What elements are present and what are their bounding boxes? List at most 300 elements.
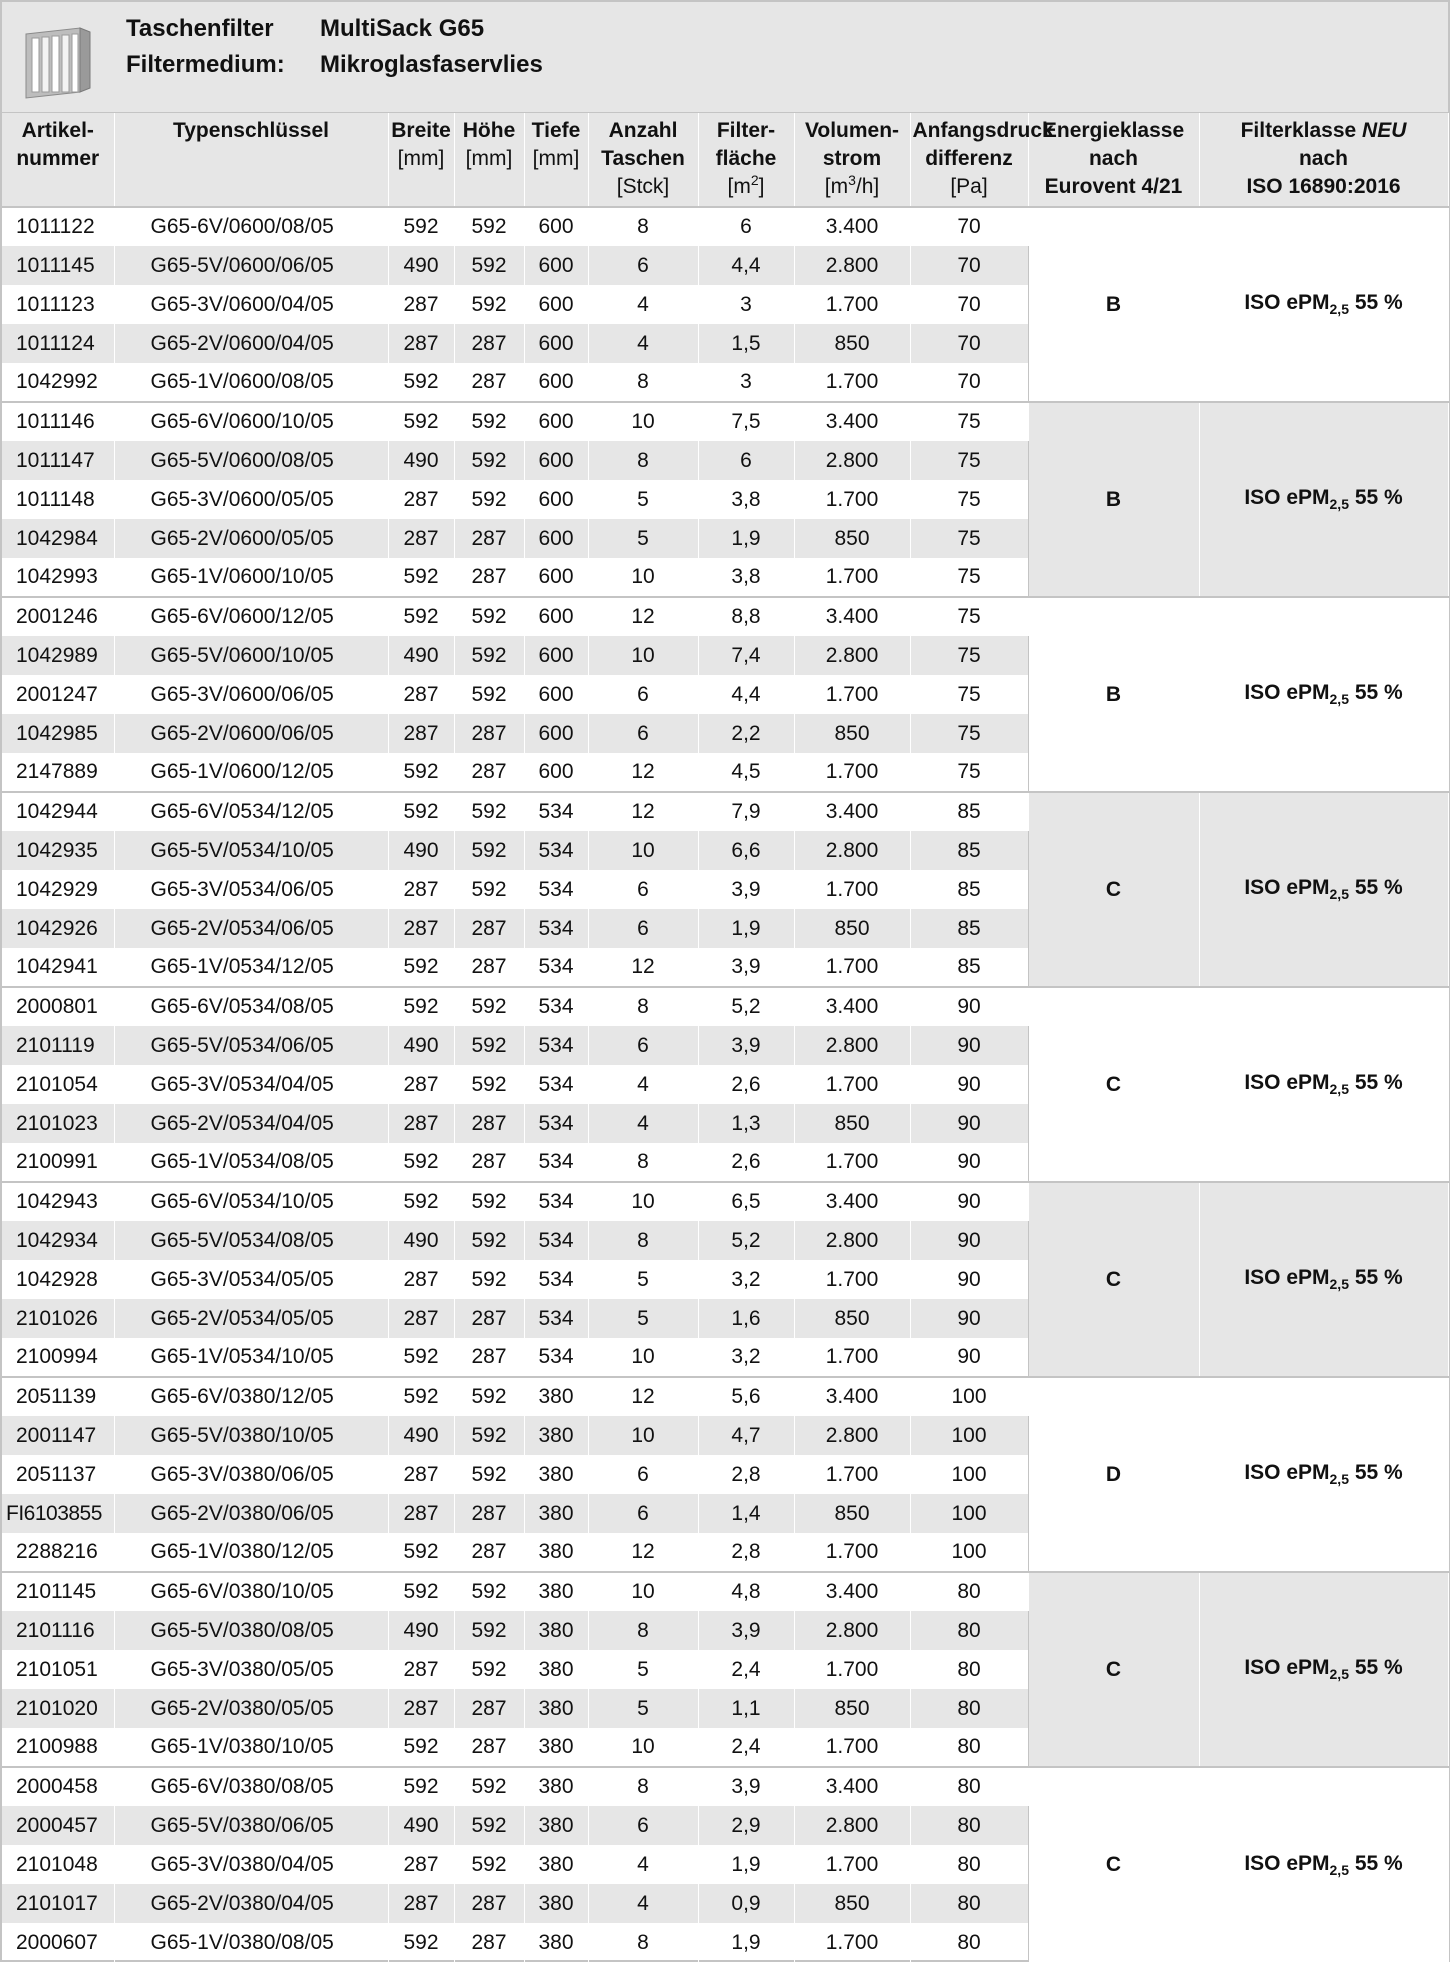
energy-class-cell: C	[1028, 1572, 1199, 1767]
cell-filterflaeche: 1,4	[698, 1494, 794, 1533]
cell-artikelnummer: 1042985	[2, 714, 114, 753]
cell-artikelnummer: 2001247	[2, 675, 114, 714]
cell-volumenstrom: 1.700	[794, 675, 910, 714]
cell-volumenstrom: 2.800	[794, 831, 910, 870]
cell-typenschluessel: G65-3V/0534/04/05	[114, 1065, 388, 1104]
cell-anzahl-taschen: 12	[588, 948, 698, 987]
cell-volumenstrom: 1.700	[794, 558, 910, 597]
cell-anzahl-taschen: 4	[588, 324, 698, 363]
cell-hoehe: 592	[454, 1611, 524, 1650]
cell-artikelnummer: 2001147	[2, 1416, 114, 1455]
cell-volumenstrom: 1.700	[794, 363, 910, 402]
cell-volumenstrom: 3.400	[794, 207, 910, 246]
cell-breite: 287	[388, 285, 454, 324]
cell-volumenstrom: 2.800	[794, 1416, 910, 1455]
cell-hoehe: 592	[454, 480, 524, 519]
cell-anzahl-taschen: 8	[588, 1767, 698, 1806]
cell-anfangsdruck: 75	[910, 441, 1028, 480]
cell-volumenstrom: 1.700	[794, 1845, 910, 1884]
cell-volumenstrom: 2.800	[794, 441, 910, 480]
cell-filterflaeche: 2,8	[698, 1455, 794, 1494]
cell-filterflaeche: 4,5	[698, 753, 794, 792]
cell-anzahl-taschen: 6	[588, 870, 698, 909]
cell-volumenstrom: 1.700	[794, 1533, 910, 1572]
cell-artikelnummer: 2001246	[2, 597, 114, 636]
cell-anzahl-taschen: 10	[588, 636, 698, 675]
cell-typenschluessel: G65-6V/0600/08/05	[114, 207, 388, 246]
cell-anzahl-taschen: 4	[588, 285, 698, 324]
cell-anzahl-taschen: 10	[588, 1182, 698, 1221]
cell-volumenstrom: 2.800	[794, 1221, 910, 1260]
cell-typenschluessel: G65-6V/0600/10/05	[114, 402, 388, 441]
cell-breite: 287	[388, 1689, 454, 1728]
cell-hoehe: 287	[454, 1728, 524, 1767]
cell-tiefe: 380	[524, 1767, 588, 1806]
cell-breite: 287	[388, 519, 454, 558]
cell-breite: 287	[388, 870, 454, 909]
cell-typenschluessel: G65-3V/0380/04/05	[114, 1845, 388, 1884]
cell-breite: 592	[388, 753, 454, 792]
energy-class-cell: B	[1028, 207, 1199, 402]
cell-breite: 490	[388, 1806, 454, 1845]
energy-class-cell: C	[1028, 1182, 1199, 1377]
cell-typenschluessel: G65-2V/0380/05/05	[114, 1689, 388, 1728]
cell-filterflaeche: 1,6	[698, 1299, 794, 1338]
energy-class-cell: C	[1028, 987, 1199, 1182]
cell-artikelnummer: 1042926	[2, 909, 114, 948]
cell-artikelnummer: 2000607	[2, 1923, 114, 1962]
cell-breite: 592	[388, 1572, 454, 1611]
cell-volumenstrom: 1.700	[794, 480, 910, 519]
cell-volumenstrom: 3.400	[794, 1377, 910, 1416]
cell-filterflaeche: 3	[698, 363, 794, 402]
cell-filterflaeche: 3,9	[698, 948, 794, 987]
cell-anfangsdruck: 90	[910, 1104, 1028, 1143]
cell-hoehe: 592	[454, 207, 524, 246]
cell-volumenstrom: 3.400	[794, 1182, 910, 1221]
cell-hoehe: 592	[454, 1455, 524, 1494]
cell-hoehe: 287	[454, 1494, 524, 1533]
cell-anfangsdruck: 100	[910, 1494, 1028, 1533]
cell-breite: 490	[388, 1221, 454, 1260]
cell-anzahl-taschen: 5	[588, 519, 698, 558]
cell-breite: 287	[388, 480, 454, 519]
cell-tiefe: 534	[524, 870, 588, 909]
cell-breite: 490	[388, 636, 454, 675]
cell-tiefe: 600	[524, 597, 588, 636]
cell-anfangsdruck: 80	[910, 1572, 1028, 1611]
filter-class-cell: ISO ePM$_{2,5}$ 55 %	[1199, 1182, 1448, 1377]
cell-hoehe: 592	[454, 1182, 524, 1221]
cell-volumenstrom: 3.400	[794, 987, 910, 1026]
cell-breite: 287	[388, 909, 454, 948]
cell-typenschluessel: G65-2V/0600/04/05	[114, 324, 388, 363]
cell-filterflaeche: 1,3	[698, 1104, 794, 1143]
cell-artikelnummer: 1042934	[2, 1221, 114, 1260]
cell-hoehe: 287	[454, 519, 524, 558]
cell-volumenstrom: 1.700	[794, 753, 910, 792]
cell-anzahl-taschen: 10	[588, 831, 698, 870]
cell-anfangsdruck: 90	[910, 1221, 1028, 1260]
cell-anzahl-taschen: 10	[588, 402, 698, 441]
cell-artikelnummer: 2100988	[2, 1728, 114, 1767]
energy-class-cell: C	[1028, 792, 1199, 987]
cell-typenschluessel: G65-2V/0534/06/05	[114, 909, 388, 948]
cell-anzahl-taschen: 8	[588, 441, 698, 480]
cell-tiefe: 600	[524, 324, 588, 363]
filter-class-cell: ISO ePM$_{2,5}$ 55 %	[1199, 1767, 1448, 1962]
cell-artikelnummer: 1042993	[2, 558, 114, 597]
cell-hoehe: 592	[454, 987, 524, 1026]
cell-artikelnummer: 1042992	[2, 363, 114, 402]
cell-anfangsdruck: 70	[910, 246, 1028, 285]
cell-typenschluessel: G65-1V/0534/08/05	[114, 1143, 388, 1182]
table-row	[2, 207, 1448, 246]
cell-artikelnummer: 1042941	[2, 948, 114, 987]
cell-tiefe: 534	[524, 948, 588, 987]
col-header-filterflaeche: Filter- fläche $[m^2]$	[698, 113, 794, 207]
cell-tiefe: 600	[524, 714, 588, 753]
cell-breite: 490	[388, 441, 454, 480]
cell-tiefe: 380	[524, 1845, 588, 1884]
cell-anzahl-taschen: 6	[588, 1026, 698, 1065]
cell-breite: 592	[388, 1728, 454, 1767]
cell-anfangsdruck: 75	[910, 402, 1028, 441]
cell-tiefe: 534	[524, 1104, 588, 1143]
cell-anfangsdruck: 80	[910, 1650, 1028, 1689]
table-header-row	[2, 113, 1448, 207]
cell-filterflaeche: 5,6	[698, 1377, 794, 1416]
cell-volumenstrom: 850	[794, 1884, 910, 1923]
cell-filterflaeche: 3,8	[698, 480, 794, 519]
cell-artikelnummer: 2051139	[2, 1377, 114, 1416]
cell-hoehe: 592	[454, 1767, 524, 1806]
cell-anzahl-taschen: 12	[588, 753, 698, 792]
cell-typenschluessel: G65-5V/0600/10/05	[114, 636, 388, 675]
col-header-anfangsdruckdifferenz: Anfangsdruck differenz [Pa]	[910, 113, 1028, 207]
energy-class-cell: B	[1028, 597, 1199, 792]
cell-anfangsdruck: 90	[910, 1299, 1028, 1338]
cell-volumenstrom: 2.800	[794, 1026, 910, 1065]
cell-hoehe: 287	[454, 714, 524, 753]
cell-hoehe: 592	[454, 870, 524, 909]
cell-volumenstrom: 1.700	[794, 285, 910, 324]
cell-tiefe: 534	[524, 1182, 588, 1221]
cell-anfangsdruck: 80	[910, 1845, 1028, 1884]
cell-filterflaeche: 6,5	[698, 1182, 794, 1221]
cell-typenschluessel: G65-5V/0600/08/05	[114, 441, 388, 480]
cell-anfangsdruck: 75	[910, 714, 1028, 753]
cell-volumenstrom: 850	[794, 519, 910, 558]
cell-artikelnummer: 1042984	[2, 519, 114, 558]
cell-filterflaeche: 7,4	[698, 636, 794, 675]
cell-typenschluessel: G65-5V/0534/10/05	[114, 831, 388, 870]
cell-anzahl-taschen: 6	[588, 246, 698, 285]
cell-typenschluessel: G65-5V/0600/06/05	[114, 246, 388, 285]
cell-anfangsdruck: 80	[910, 1767, 1028, 1806]
cell-breite: 592	[388, 1143, 454, 1182]
col-header-energieklasse: Energieklasse nach Eurovent 4/21	[1028, 113, 1199, 207]
cell-hoehe: 592	[454, 441, 524, 480]
cell-filterflaeche: 3,9	[698, 870, 794, 909]
cell-tiefe: 600	[524, 285, 588, 324]
cell-breite: 287	[388, 324, 454, 363]
cell-volumenstrom: 3.400	[794, 1767, 910, 1806]
cell-volumenstrom: 850	[794, 1104, 910, 1143]
cell-hoehe: 287	[454, 1884, 524, 1923]
table-row	[2, 987, 1448, 1026]
cell-volumenstrom: 2.800	[794, 636, 910, 675]
cell-breite: 287	[388, 1260, 454, 1299]
cell-artikelnummer: 1011122	[2, 207, 114, 246]
cell-hoehe: 592	[454, 1260, 524, 1299]
cell-tiefe: 534	[524, 1026, 588, 1065]
cell-hoehe: 287	[454, 753, 524, 792]
cell-tiefe: 380	[524, 1416, 588, 1455]
cell-tiefe: 534	[524, 792, 588, 831]
cell-volumenstrom: 850	[794, 909, 910, 948]
cell-breite: 287	[388, 1884, 454, 1923]
cell-filterflaeche: 4,4	[698, 675, 794, 714]
cell-typenschluessel: G65-3V/0380/06/05	[114, 1455, 388, 1494]
cell-breite: 490	[388, 246, 454, 285]
table-row	[2, 1572, 1448, 1611]
cell-volumenstrom: 1.700	[794, 1650, 910, 1689]
cell-hoehe: 592	[454, 1026, 524, 1065]
cell-typenschluessel: G65-5V/0380/06/05	[114, 1806, 388, 1845]
cell-anzahl-taschen: 4	[588, 1104, 698, 1143]
cell-tiefe: 380	[524, 1572, 588, 1611]
cell-anfangsdruck: 100	[910, 1416, 1028, 1455]
cell-artikelnummer: 2000458	[2, 1767, 114, 1806]
cell-volumenstrom: 1.700	[794, 1065, 910, 1104]
cell-typenschluessel: G65-3V/0600/05/05	[114, 480, 388, 519]
cell-artikelnummer: 2051137	[2, 1455, 114, 1494]
cell-breite: 592	[388, 1533, 454, 1572]
cell-hoehe: 287	[454, 324, 524, 363]
title-label-product: Taschenfilter	[126, 15, 274, 42]
cell-anzahl-taschen: 5	[588, 1299, 698, 1338]
cell-artikelnummer: 1011147	[2, 441, 114, 480]
cell-artikelnummer: 2101048	[2, 1845, 114, 1884]
cell-volumenstrom: 3.400	[794, 1572, 910, 1611]
cell-typenschluessel: G65-5V/0534/06/05	[114, 1026, 388, 1065]
cell-anfangsdruck: 85	[910, 909, 1028, 948]
table-row	[2, 1767, 1448, 1806]
filter-class-cell: ISO ePM$_{2,5}$ 55 %	[1199, 1572, 1448, 1767]
cell-hoehe: 287	[454, 558, 524, 597]
cell-breite: 287	[388, 675, 454, 714]
cell-anfangsdruck: 75	[910, 519, 1028, 558]
cell-tiefe: 380	[524, 1884, 588, 1923]
cell-artikelnummer: 1042928	[2, 1260, 114, 1299]
cell-artikelnummer: 2101017	[2, 1884, 114, 1923]
cell-artikelnummer: 2288216	[2, 1533, 114, 1572]
cell-hoehe: 592	[454, 285, 524, 324]
cell-typenschluessel: G65-6V/0380/12/05	[114, 1377, 388, 1416]
cell-hoehe: 592	[454, 1416, 524, 1455]
cell-hoehe: 592	[454, 675, 524, 714]
cell-typenschluessel: G65-6V/0534/08/05	[114, 987, 388, 1026]
cell-filterflaeche: 3,2	[698, 1338, 794, 1377]
cell-breite: 592	[388, 1182, 454, 1221]
cell-breite: 592	[388, 558, 454, 597]
cell-volumenstrom: 1.700	[794, 1260, 910, 1299]
cell-anzahl-taschen: 8	[588, 987, 698, 1026]
cell-breite: 287	[388, 1455, 454, 1494]
cell-filterflaeche: 3,9	[698, 1611, 794, 1650]
cell-anzahl-taschen: 4	[588, 1884, 698, 1923]
cell-filterflaeche: 6,6	[698, 831, 794, 870]
cell-hoehe: 592	[454, 792, 524, 831]
cell-filterflaeche: 3,9	[698, 1767, 794, 1806]
cell-breite: 490	[388, 831, 454, 870]
cell-volumenstrom: 1.700	[794, 1143, 910, 1182]
title-value-product: MultiSack G65	[320, 15, 485, 42]
cell-hoehe: 592	[454, 1065, 524, 1104]
cell-hoehe: 592	[454, 636, 524, 675]
cell-breite: 490	[388, 1416, 454, 1455]
col-header-typenschluessel: Typenschlüssel	[114, 113, 388, 207]
cell-tiefe: 534	[524, 1065, 588, 1104]
title-label-medium: Filtermedium:	[126, 51, 285, 78]
cell-filterflaeche: 2,6	[698, 1065, 794, 1104]
cell-tiefe: 600	[524, 519, 588, 558]
cell-typenschluessel: G65-3V/0600/06/05	[114, 675, 388, 714]
cell-typenschluessel: G65-2V/0380/04/05	[114, 1884, 388, 1923]
cell-tiefe: 600	[524, 480, 588, 519]
cell-tiefe: 534	[524, 831, 588, 870]
cell-filterflaeche: 6	[698, 207, 794, 246]
cell-breite: 287	[388, 1845, 454, 1884]
cell-tiefe: 600	[524, 441, 588, 480]
cell-anzahl-taschen: 5	[588, 1689, 698, 1728]
cell-hoehe: 592	[454, 1806, 524, 1845]
cell-filterflaeche: 6	[698, 441, 794, 480]
cell-breite: 592	[388, 792, 454, 831]
cell-filterflaeche: 0,9	[698, 1884, 794, 1923]
cell-anfangsdruck: 80	[910, 1689, 1028, 1728]
cell-artikelnummer: 2101145	[2, 1572, 114, 1611]
cell-filterflaeche: 3,8	[698, 558, 794, 597]
cell-breite: 287	[388, 1065, 454, 1104]
cell-hoehe: 287	[454, 948, 524, 987]
col-header-tiefe: Tiefe [mm]	[524, 113, 588, 207]
cell-typenschluessel: G65-2V/0600/06/05	[114, 714, 388, 753]
cell-typenschluessel: G65-2V/0380/06/05	[114, 1494, 388, 1533]
cell-tiefe: 600	[524, 753, 588, 792]
cell-anzahl-taschen: 6	[588, 909, 698, 948]
cell-filterflaeche: 4,7	[698, 1416, 794, 1455]
cell-artikelnummer: 1042929	[2, 870, 114, 909]
cell-volumenstrom: 2.800	[794, 246, 910, 285]
cell-anzahl-taschen: 8	[588, 1221, 698, 1260]
cell-anfangsdruck: 80	[910, 1806, 1028, 1845]
cell-tiefe: 534	[524, 987, 588, 1026]
cell-typenschluessel: G65-1V/0380/12/05	[114, 1533, 388, 1572]
cell-breite: 490	[388, 1026, 454, 1065]
cell-anfangsdruck: 100	[910, 1377, 1028, 1416]
cell-filterflaeche: 1,9	[698, 909, 794, 948]
energy-class-cell: B	[1028, 402, 1199, 597]
cell-anfangsdruck: 70	[910, 285, 1028, 324]
table-body	[2, 207, 1448, 1962]
cell-volumenstrom: 850	[794, 714, 910, 753]
cell-tiefe: 534	[524, 1299, 588, 1338]
cell-hoehe: 592	[454, 831, 524, 870]
cell-filterflaeche: 2,4	[698, 1650, 794, 1689]
cell-tiefe: 600	[524, 675, 588, 714]
cell-artikelnummer: 1042944	[2, 792, 114, 831]
cell-artikelnummer: 2101023	[2, 1104, 114, 1143]
cell-artikelnummer: 2101054	[2, 1065, 114, 1104]
cell-artikelnummer: 2000457	[2, 1806, 114, 1845]
energy-class-cell: D	[1028, 1377, 1199, 1572]
cell-hoehe: 287	[454, 363, 524, 402]
cell-volumenstrom: 1.700	[794, 1728, 910, 1767]
cell-volumenstrom: 850	[794, 324, 910, 363]
cell-hoehe: 592	[454, 1221, 524, 1260]
cell-anfangsdruck: 90	[910, 987, 1028, 1026]
cell-anfangsdruck: 75	[910, 558, 1028, 597]
cell-volumenstrom: 1.700	[794, 1923, 910, 1962]
cell-hoehe: 287	[454, 909, 524, 948]
cell-anzahl-taschen: 12	[588, 792, 698, 831]
cell-hoehe: 592	[454, 597, 524, 636]
cell-tiefe: 600	[524, 246, 588, 285]
cell-breite: 592	[388, 402, 454, 441]
cell-filterflaeche: 3,9	[698, 1026, 794, 1065]
col-header-volumenstrom: Volumen- strom $[m^3/h]$	[794, 113, 910, 207]
cell-tiefe: 380	[524, 1494, 588, 1533]
cell-filterflaeche: 5,2	[698, 987, 794, 1026]
cell-tiefe: 600	[524, 363, 588, 402]
cell-hoehe: 287	[454, 1689, 524, 1728]
cell-anzahl-taschen: 10	[588, 1728, 698, 1767]
cell-breite: 287	[388, 1494, 454, 1533]
cell-artikelnummer: 1011146	[2, 402, 114, 441]
cell-anfangsdruck: 70	[910, 207, 1028, 246]
cell-anzahl-taschen: 6	[588, 675, 698, 714]
cell-typenschluessel: G65-1V/0534/10/05	[114, 1338, 388, 1377]
cell-anzahl-taschen: 10	[588, 1572, 698, 1611]
cell-tiefe: 380	[524, 1728, 588, 1767]
cell-tiefe: 380	[524, 1689, 588, 1728]
cell-anzahl-taschen: 6	[588, 1806, 698, 1845]
table-row	[2, 1182, 1448, 1221]
cell-breite: 287	[388, 714, 454, 753]
cell-filterflaeche: 1,9	[698, 519, 794, 558]
cell-filterflaeche: 2,8	[698, 1533, 794, 1572]
cell-anzahl-taschen: 10	[588, 1416, 698, 1455]
cell-anzahl-taschen: 8	[588, 363, 698, 402]
cell-tiefe: 380	[524, 1377, 588, 1416]
energy-class-cell: C	[1028, 1767, 1199, 1962]
cell-typenschluessel: G65-6V/0600/12/05	[114, 597, 388, 636]
cell-tiefe: 600	[524, 558, 588, 597]
title-value-medium: Mikroglasfaservlies	[320, 51, 543, 78]
cell-tiefe: 534	[524, 909, 588, 948]
cell-anzahl-taschen: 12	[588, 1533, 698, 1572]
cell-filterflaeche: 1,9	[698, 1845, 794, 1884]
cell-typenschluessel: G65-2V/0534/05/05	[114, 1299, 388, 1338]
cell-anzahl-taschen: 5	[588, 1650, 698, 1689]
cell-breite: 592	[388, 1767, 454, 1806]
filter-class-cell: ISO ePM$_{2,5}$ 55 %	[1199, 597, 1448, 792]
table-row	[2, 792, 1448, 831]
cell-typenschluessel: G65-2V/0600/05/05	[114, 519, 388, 558]
cell-hoehe: 287	[454, 1143, 524, 1182]
